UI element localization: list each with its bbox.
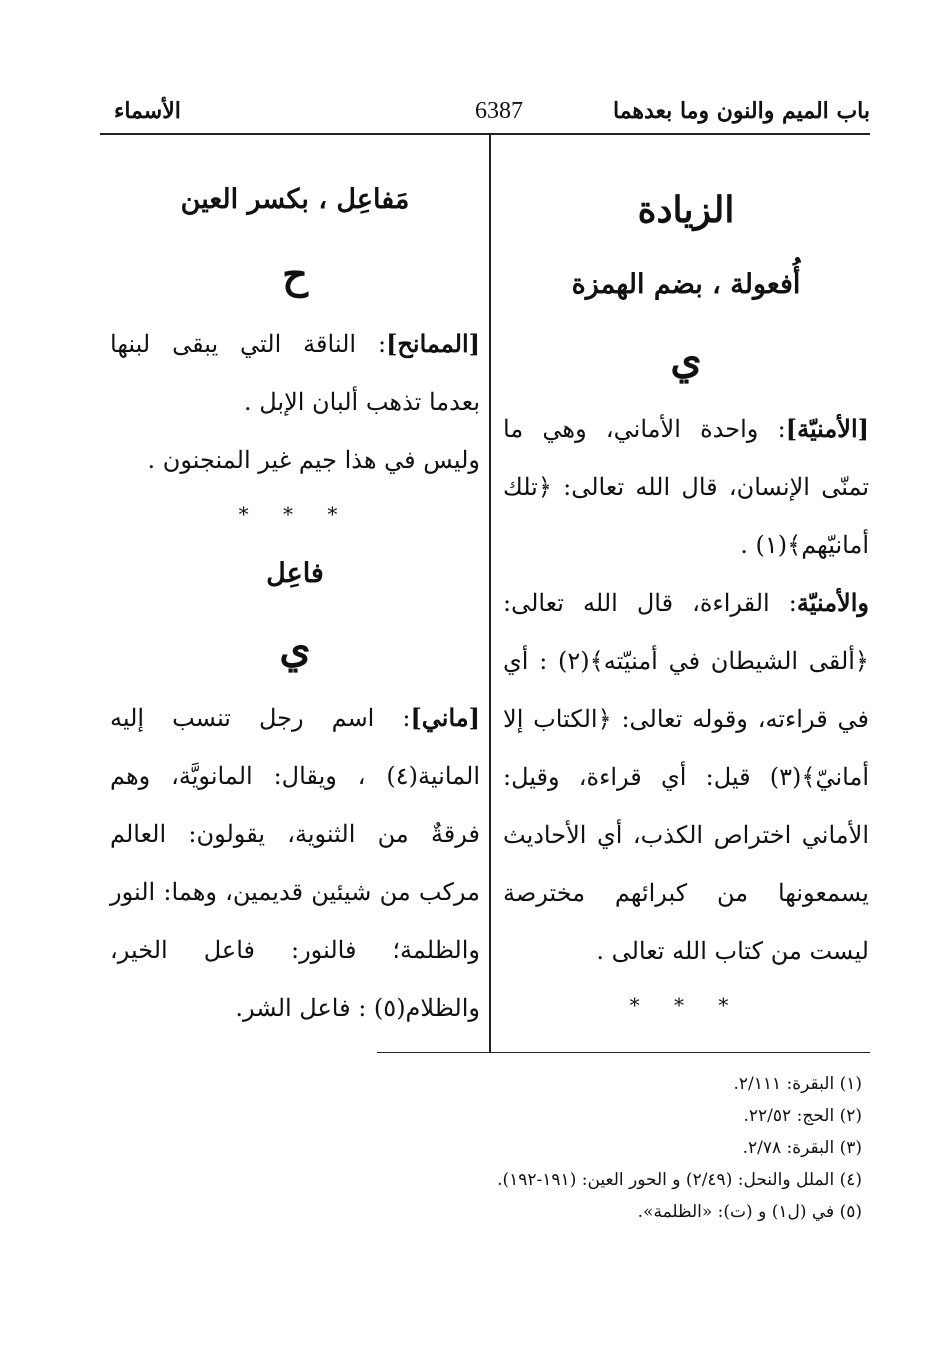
header-divider [100, 133, 870, 135]
footnote-4: (٤) الملل والنحل: (٢/٤٩) و الحور العين: (١٩١-١٩٢). [497, 1170, 862, 1190]
entry-amniyya-2 [503, 574, 869, 980]
footnote-1: (١) البقرة: ٢/١١١. [733, 1074, 862, 1094]
entry-mani [110, 689, 480, 1037]
entry-text: : القراءة، قال الله تعالى: ﴿ألقى الشيطان في أمنيّته﴾(٢) : أي في قراءته، وقوله تعالى: ﴿الكتاب إلا أمانيّ﴾(٣) قيل: أي قراءة، وقيل: الأماني اختراص الكذب، أي الأحاديث يسمعونها من كبرائهم مخترصة ليست من كتاب الله تعالى . [503, 589, 869, 965]
left-section2-title: فاعِل [266, 558, 324, 589]
section-separator: * * * [238, 502, 352, 526]
entry-text: : الناقة التي يبقى لبنها بعدما تذهب ألبان الإبل . [110, 330, 480, 416]
entry-head: [الممانح] [386, 329, 480, 358]
footnotes [102, 1068, 862, 1228]
page-number: 6387 [475, 98, 523, 124]
entry-head: [الأمنيّة] [785, 414, 869, 443]
page-header [100, 92, 870, 132]
footnote-2: (٢) الحج: ٢٢/٥٢. [743, 1106, 862, 1126]
entry-text: : اسم رجل تنسب إليه المانية(٤) ، ويقال: المانويَّة، وهم فرقةٌ من الثنوية، يقولون: العالم مركب من شيئين قديمين، وهما: النور والظلمة؛ فالنور: فاعل الخير، والظلام(٥) : فاعل الشر. [110, 704, 480, 1022]
left-letter-heading-2: ي [279, 625, 311, 672]
right-section-title: الزيادة [637, 189, 735, 231]
left-letter-heading: ح [282, 251, 308, 298]
right-column [503, 170, 869, 1030]
section-separator: * * * [629, 993, 743, 1017]
entry-amniyya-1 [503, 400, 869, 574]
column-divider [489, 134, 491, 1052]
left-column [110, 165, 480, 1037]
right-subtitle: أُفعولة ، بضم الهمزة [571, 269, 801, 300]
footnote-3: (٣) البقرة: ٢/٧٨. [742, 1138, 862, 1158]
chapter-title: باب الميم والنون وما بعدهما [612, 98, 870, 124]
left-subtitle: مَفاعِل ، بكسر العين [180, 184, 410, 215]
entry-head: [ماني] [410, 703, 480, 732]
footnote-5: (٥) في (ل١) و (ت): «الظلمة». [637, 1202, 862, 1222]
section-title: الأسماء [114, 98, 181, 124]
entry-mamanih [110, 315, 480, 431]
note-line: وليس في هذا جيم غير المنجنون . [147, 446, 480, 474]
entry-head: والأمنيّة [796, 588, 869, 617]
entry-text: : واحدة الأماني، وهي ما تمنّى الإنسان، قال الله تعالى: ﴿تلك أمانيّهم﴾(١) . [503, 415, 869, 559]
footnote-divider [377, 1052, 870, 1053]
right-letter-heading: ي [670, 336, 702, 383]
